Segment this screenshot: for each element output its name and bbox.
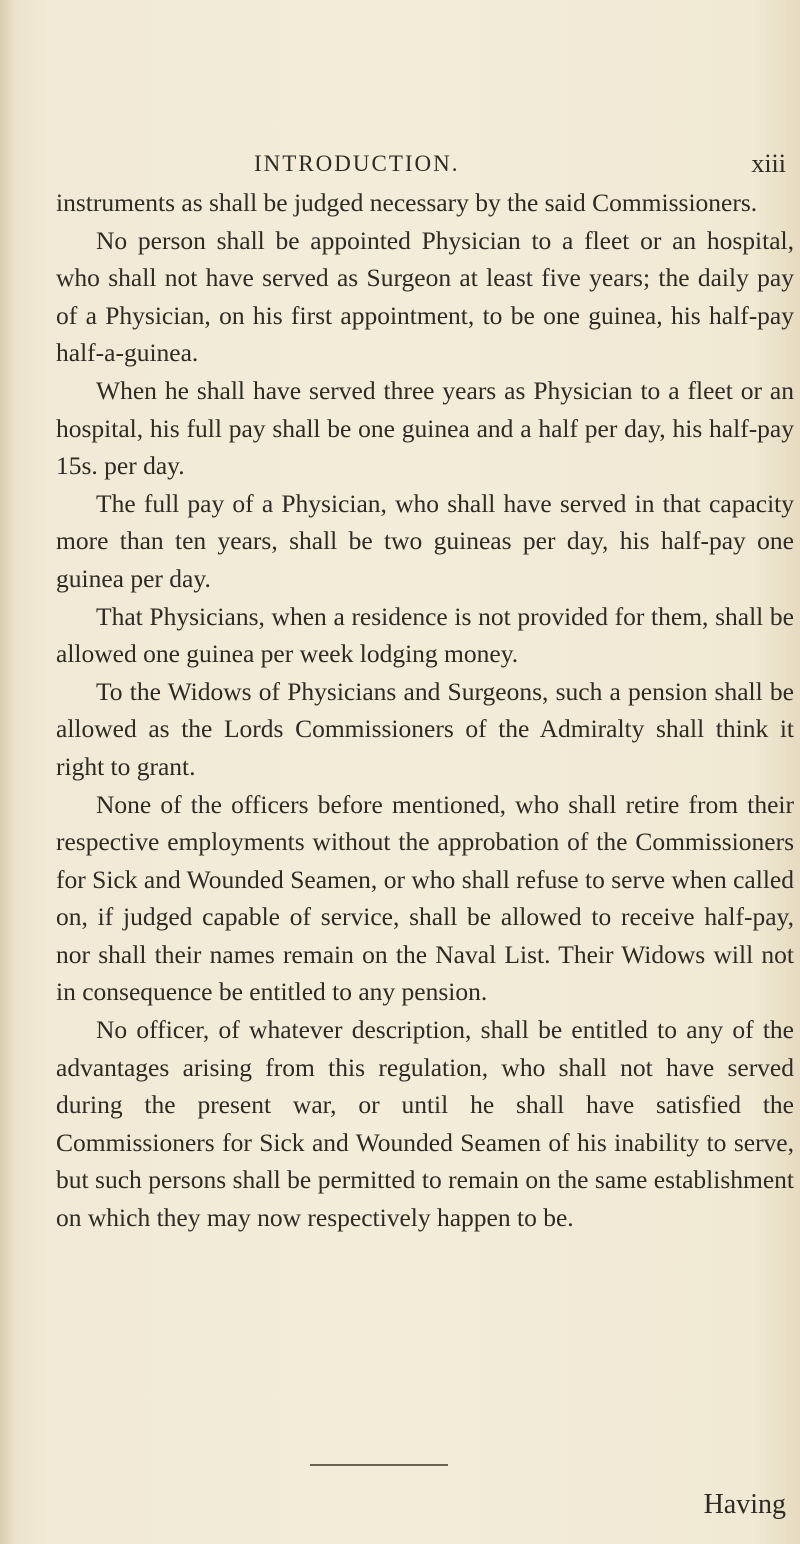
paragraph-three-years-service: When he shall have served three years as Physician to a fleet or an hospital, his full pay shall be one guinea and a half per day, his half-pay 15s. per day. <box>56 375 794 481</box>
running-head <box>90 144 790 184</box>
paragraph-continuation: instruments as shall be judged necessary by the said Commissioners. <box>56 188 758 217</box>
paragraph-lodging-money: That Physicians, when a residence is not provided for them, shall be allowed one guinea per week lodging money. <box>56 601 794 669</box>
page-number: xiii <box>751 149 786 178</box>
body-text <box>56 184 794 1237</box>
paragraph-widows-pension: To the Widows of Physicians and Surgeons, such a pension shall be allowed as the Lords Commissioners of the Admiralty shall think it right to grant. <box>56 676 794 781</box>
footer-rule <box>310 1464 448 1466</box>
paragraph-ten-years-service: The full pay of a Physician, who shall have served in that capacity more than ten years, shall be two guineas per day, his half-pay one guinea per day. <box>56 488 794 593</box>
paragraph-physician-appointment: No person shall be appointed Physician to a fleet or an hospital, who shall not have served as Surgeon at least five years; the daily pay of a Physician, on his first appointment, to be one guinea, his half-pay half-a-guinea. <box>56 225 794 368</box>
catchword: Having <box>703 1489 786 1520</box>
running-title: INTRODUCTION. <box>254 151 460 176</box>
paragraph-retirement-rules: None of the officers before mentioned, who shall retire from their respective employments without the approbation of the Commissioners for Sick and Wounded Seamen, or who shall refuse to serve when called on, if judged capable of service, shall be allowed to receive half-pay, nor shall their names remain on the Naval List. Their Widows will not in consequence be entitled to any pension. <box>56 789 794 1007</box>
paragraph-eligibility: No officer, of whatever description, shall be entitled to any of the advantages arising from this regulation, who shall not have served during the present war, or until he shall have satisfied the Commissioners for Sick and Wounded Seamen of his inability to serve, but such persons shall be permitted to remain on the same establishment on which they may now respectively happen to be. <box>56 1015 794 1233</box>
page-gutter-shadow <box>0 0 14 1544</box>
